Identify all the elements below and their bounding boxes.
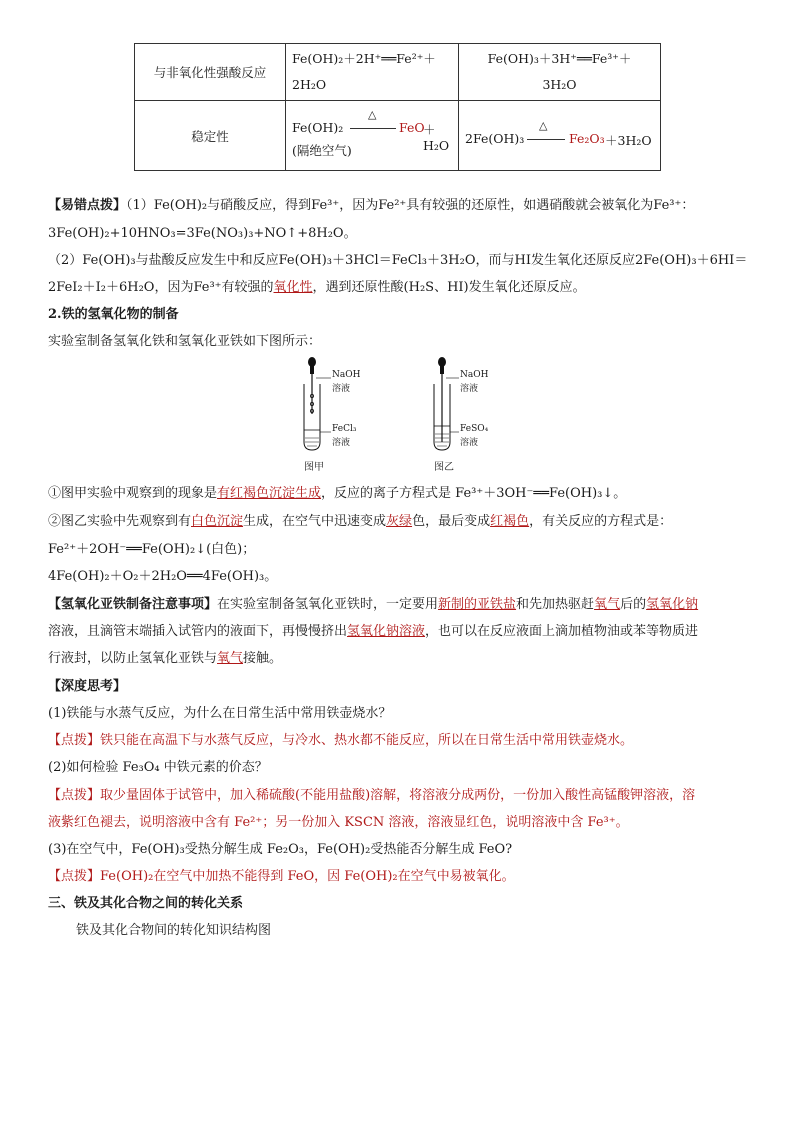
eq-product: ＋H₂O [423,121,450,153]
comparison-table [134,43,661,171]
tip-line-1 [48,194,694,213]
section-subtitle: 铁及其化合物间的转化知识结构图 [76,923,272,938]
note-text: 溶液，且滴管末端插入试管内的液面下，再慢慢挤出 [48,624,348,639]
feoh3-acid-eq-line1: Fe(OH)₃＋3H⁺══Fe³⁺＋ [487,51,632,66]
section-title-3: 三、铁及其化合物之间的转化关系 [48,896,244,911]
eq-product-red: Fe₂O₃ [569,130,605,146]
note-text: 行液封，以防止氢氧化亚铁与 [48,651,218,666]
label-naoh-left: NaOH [332,370,361,380]
answer-1: 【点拨】铁只能在高温下与水蒸气反应，与冷水、热水都不能反应，所以在日常生活中常用铁壶烧水。 [48,733,634,748]
label-solution-left: 溶液 [332,384,351,394]
tip-heading: 【易错点拨】 [48,198,127,213]
feoh2-acid-cell [286,44,459,101]
experiment-figure [295,356,495,472]
label-solution-right-bottom: 溶液 [460,438,479,448]
tip-line-2: 3Fe(OH)₂+10HNO₃=3Fe(NO₃)₃+NO↑+8H₂O。 [48,226,357,241]
label-feso4: FeSO₄ [460,424,489,434]
feoh3-acid-eq-line2: 3H₂O [542,77,577,92]
keyword-naoh-solution: 氢氧化钠溶液 [347,624,426,639]
tip-text: （1）Fe(OH)₂与硝酸反应，得到Fe³⁺，因为Fe²⁺具有较强的还原性，如遇硝酸就会被氧化为Fe³⁺： [126,198,695,213]
label-naoh-right: NaOH [460,370,489,380]
dropper-bulb [308,357,316,367]
feoh3-decomp-eq [465,118,654,149]
obs-text: ①图甲实验中观察到的现象是 [48,486,218,501]
eq-reactant: 2Fe(OH)₃ [465,130,525,146]
heat-triangle-icon: △ [539,118,548,132]
liquid-hatch [305,438,319,446]
row-label-acid: 与非氧化性强酸反应 [135,44,286,101]
caption-figure-b: 图乙 [434,462,454,473]
keyword-white-precipitate: 白色沉淀 [191,514,244,529]
note-text: 在实验室制备氢氧化亚铁时，一定要用 [217,597,439,612]
note-text: ，也可以在反应液面上滴加植物油或苯等物质进 [425,624,699,639]
note-heading: 【氢氧化亚铁制备注意事项】 [48,597,218,612]
tip-line-3: （2）Fe(OH)₃与盐酸反应发生中和反应Fe(OH)₃＋3HCl＝FeCl₃＋3H₂O，而与HI发生氧化还原反应2Fe(OH)₃＋6HI＝ [48,253,748,268]
tip-text: 2FeI₂＋I₂＋6H₂O，因为Fe³⁺有较强的 [48,280,274,295]
answer-3: 【点拨】Fe(OH)₂在空气中加热不能得到 FeO，因 Fe(OH)₂在空气中易被氧化。 [48,869,515,884]
right-apparatus [434,357,459,450]
note-line-1 [48,593,698,612]
note-text: 和先加热驱赶 [516,597,595,612]
eq-reactant: Fe(OH)₂ [292,119,344,135]
row-label-stability: 稳定性 [135,101,286,171]
keyword-red-brown-precipitate: 有红褐色沉淀生成 [217,486,322,501]
dropper-neck [310,366,314,374]
obs-text: ②图乙实验中先观察到有 [48,514,192,529]
eq-product: ＋3H₂O [605,132,652,148]
keyword-fresh-ferrous-salt: 新制的亚铁盐 [438,597,517,612]
feoh2-stability-cell [286,101,459,171]
caption-figure-a: 图甲 [304,462,324,473]
keyword-oxygen: 氧气 [594,597,621,612]
feoh3-stability-cell [459,101,661,171]
equation-fe2-oh: Fe²⁺＋2OH⁻══Fe(OH)₂↓(白色)； [48,542,256,557]
feoh2-acid-eq-line2: 2H₂O [292,77,327,92]
question-1: (1)铁能与水蒸气反应，为什么在日常生活中常用铁壶烧水？ [48,706,392,721]
keyword-gray-green: 灰绿 [386,514,413,529]
answer-2-line-2: 液紫红色褪去，说明溶液中含有 Fe²⁺；另一份加入 KSCN 溶液，溶液显红色，说明溶液中含 Fe³⁺。 [48,815,629,830]
dropper-neck [440,366,444,374]
keyword-oxygen: 氧气 [217,651,244,666]
label-solution-left-bottom: 溶液 [332,438,351,448]
dropper-bulb [438,357,446,367]
note-text: 接触。 [243,651,283,666]
tip-line-4 [48,276,586,295]
question-3: (3)在空气中，Fe(OH)₃受热分解生成 Fe₂O₃，Fe(OH)₂受热能否分解生成 FeO? [48,842,513,857]
keyword-naoh: 氢氧化钠 [646,597,699,612]
eq-product-red: FeO [399,119,425,135]
obs-text: ，有关反应的方程式是： [529,514,673,529]
section-intro: 实验室制备氢氧化铁和氢氧化亚铁如下图所示： [48,334,322,349]
observation-2 [48,510,672,529]
obs-text: 生成，在空气中迅速变成 [243,514,387,529]
equation-oxidation: 4Fe(OH)₂＋O₂＋2H₂O══4Fe(OH)₃。 [48,569,278,584]
reaction-arrow-line [350,128,396,129]
tip-text: ，遇到还原性酸(H₂S、HI)发生氧化还原反应。 [312,280,586,295]
table-row [135,44,661,101]
section-title-2: 2.铁的氢氧化物的制备 [48,307,179,322]
label-fecl3: FeCl₃ [332,424,357,434]
isolate-air-note: (隔绝空气) [292,142,352,158]
keyword-oxidizing: 氧化性 [273,280,313,295]
heat-triangle-icon: △ [368,107,377,121]
feoh3-acid-cell [459,44,661,101]
answer-2-line-1: 【点拨】取少量固体于试管中，加入稀硫酸(不能用盐酸)溶解，将溶液分成两份，一份加入酸性高锰酸钾溶液，溶 [48,788,696,803]
observation-1 [48,482,626,501]
obs-text: 色，最后变成 [412,514,491,529]
note-line-2 [48,620,698,639]
left-apparatus [304,357,331,450]
label-solution-right: 溶液 [460,384,479,394]
note-text: 后的 [620,597,647,612]
question-2: (2)如何检验 Fe₃O₄ 中铁元素的价态？ [48,760,268,775]
reaction-arrow-line [527,139,565,140]
keyword-red-brown: 红褐色 [490,514,530,529]
obs-text: ，反应的离子方程式是 Fe³⁺＋3OH⁻══Fe(OH)₃↓。 [321,486,627,501]
deep-thinking-heading: 【深度思考】 [48,679,127,694]
feoh2-acid-eq-line1: Fe(OH)₂＋2H⁺══Fe²⁺＋ [292,51,436,66]
note-line-3 [48,647,282,666]
table-row [135,101,661,171]
